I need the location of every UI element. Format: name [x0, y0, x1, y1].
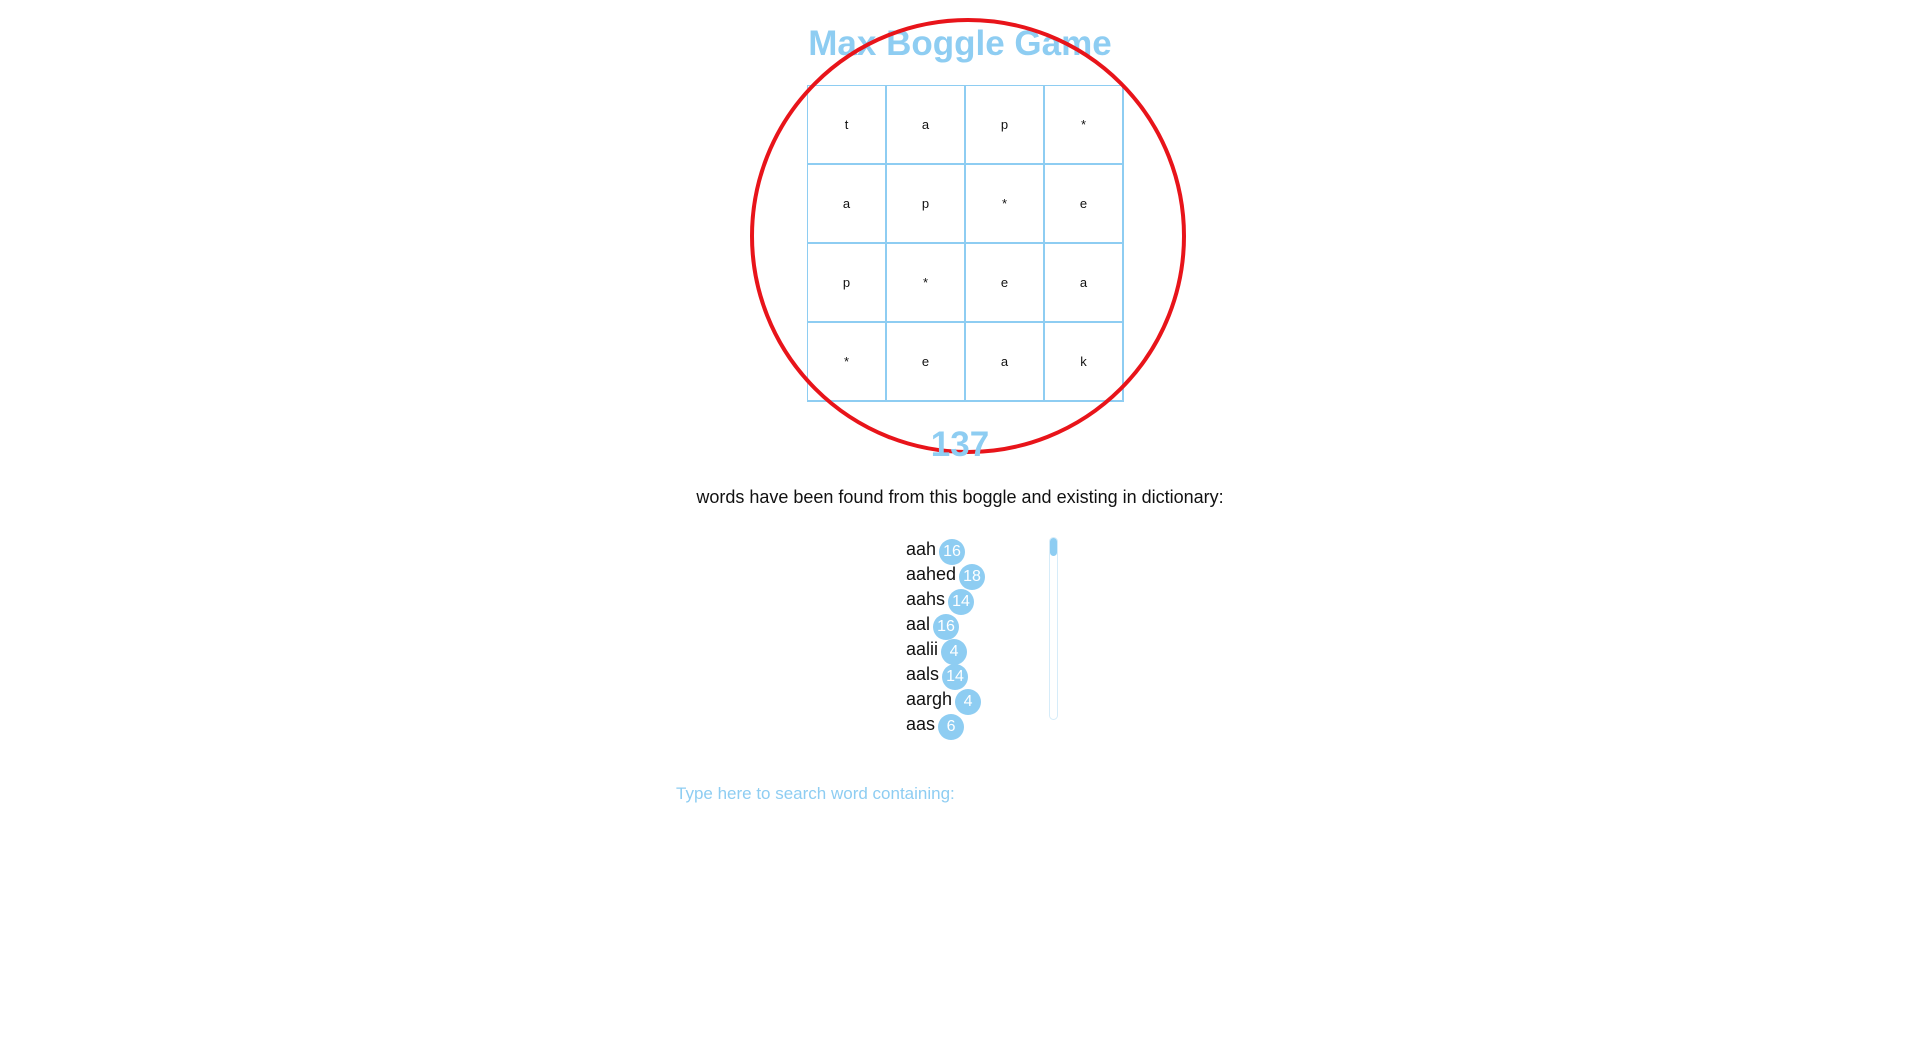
board-cell[interactable]: e: [1045, 165, 1124, 244]
board-cell[interactable]: p: [887, 165, 966, 244]
word-score-badge: 6: [938, 714, 964, 740]
list-item[interactable]: [906, 587, 1062, 612]
board-cell[interactable]: a: [966, 323, 1045, 402]
board-cell[interactable]: *: [1045, 86, 1124, 165]
list-item[interactable]: [906, 637, 1062, 662]
board-cell[interactable]: a: [887, 86, 966, 165]
word-text: aahs: [906, 589, 946, 609]
word-score-badge: 16: [939, 539, 965, 565]
word-score-badge: 14: [942, 664, 968, 690]
results-description: words have been found from this boggle and existing in dictionary:: [696, 487, 1224, 507]
board-cell[interactable]: k: [1045, 323, 1124, 402]
board-cell[interactable]: *: [966, 165, 1045, 244]
search-input[interactable]: [676, 780, 1236, 808]
word-text: aah: [906, 539, 937, 559]
word-text: aas: [906, 714, 936, 734]
list-item[interactable]: [906, 612, 1062, 637]
board-cell[interactable]: a: [1045, 244, 1124, 323]
board-cell[interactable]: p: [966, 86, 1045, 165]
board-cell[interactable]: e: [887, 323, 966, 402]
list-item[interactable]: [906, 687, 1062, 712]
word-score-badge: 18: [959, 564, 985, 590]
word-text: aalii: [906, 639, 939, 659]
boggle-board: [807, 85, 1124, 402]
word-score-badge: 16: [933, 614, 959, 640]
page-title: Max Boggle Game: [808, 24, 1112, 63]
word-text: aals: [906, 664, 940, 684]
board-cell[interactable]: *: [887, 244, 966, 323]
list-item[interactable]: [906, 562, 1062, 587]
board-cell[interactable]: *: [808, 323, 887, 402]
board-cell[interactable]: e: [966, 244, 1045, 323]
word-list-container[interactable]: [906, 537, 1062, 735]
word-list: [906, 537, 1062, 737]
word-score-badge: 14: [948, 589, 974, 615]
word-text: aargh: [906, 689, 953, 709]
word-text: aal: [906, 614, 931, 634]
board-cell[interactable]: p: [808, 244, 887, 323]
word-count: 137: [930, 425, 990, 464]
list-item[interactable]: [906, 537, 1062, 562]
board-cell[interactable]: a: [808, 165, 887, 244]
word-score-badge: 4: [955, 689, 981, 715]
board-cell[interactable]: t: [808, 86, 887, 165]
list-item[interactable]: [906, 662, 1062, 687]
scrollbar-thumb[interactable]: [1050, 538, 1057, 556]
word-score-badge: 4: [941, 639, 967, 665]
word-list-scrollbar[interactable]: [1049, 537, 1058, 720]
word-text: aahed: [906, 564, 957, 584]
list-item[interactable]: [906, 712, 1062, 737]
